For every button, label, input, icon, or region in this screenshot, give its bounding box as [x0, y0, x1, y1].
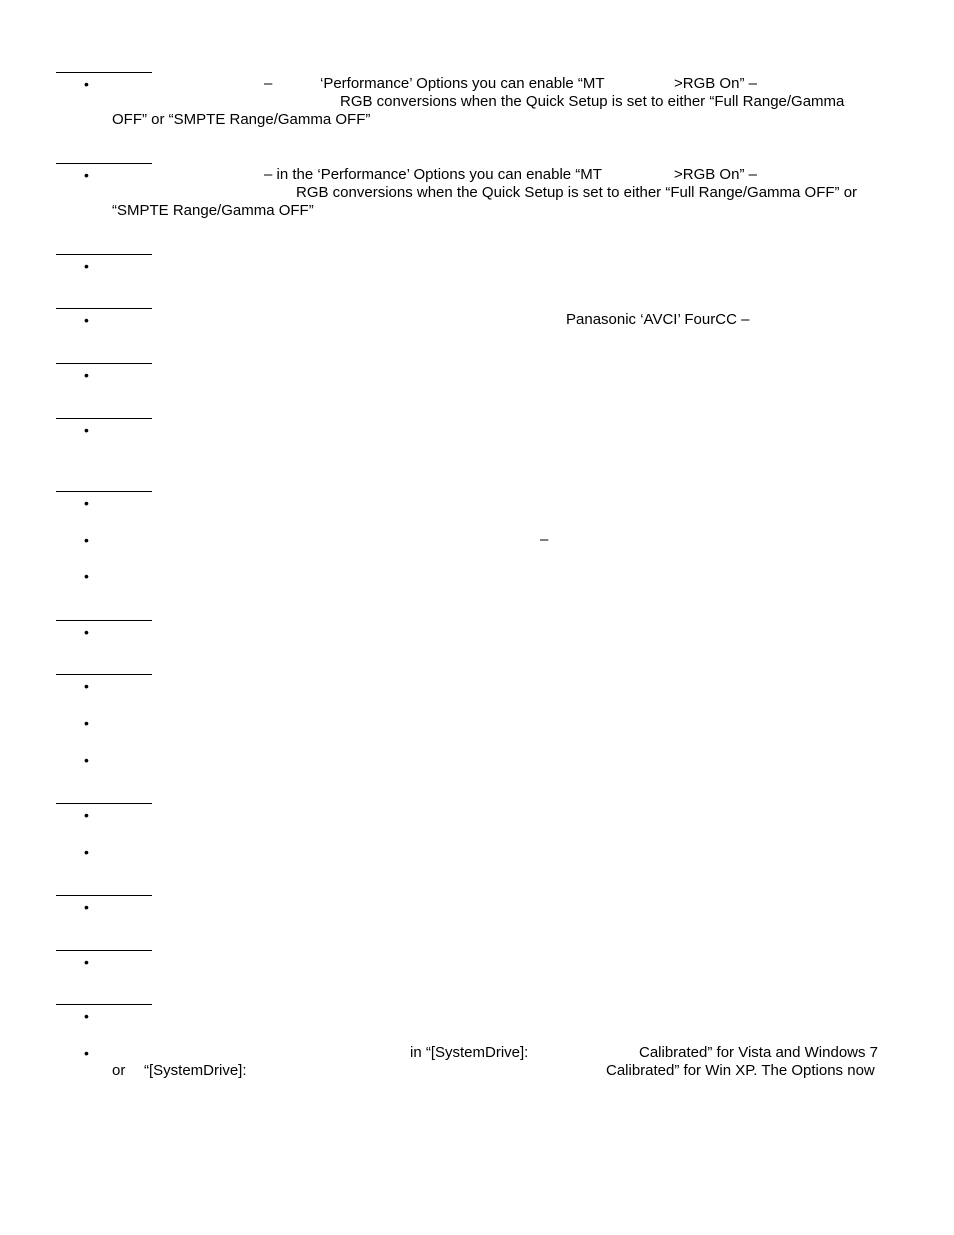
section-9-heading-rule — [56, 674, 152, 675]
section-4-heading-rule — [56, 308, 152, 309]
section-7-heading-rule — [56, 491, 152, 492]
section-13-text-fragment: Calibrated” for Vista and Windows 7 — [639, 1044, 879, 1061]
section-3-heading-rule — [56, 254, 152, 255]
section-1-text-fragment: >RGB On” – — [674, 75, 757, 92]
section-1-text-fragment: OFF” or “SMPTE Range/Gamma OFF” — [112, 111, 371, 128]
section-2-text-fragment: “SMPTE Range/Gamma OFF” — [112, 202, 314, 219]
bullet-marker: • — [84, 1008, 89, 1024]
bullet-marker: • — [84, 312, 89, 328]
section-1-heading-rule — [56, 72, 152, 73]
section-5-heading-rule — [56, 363, 152, 364]
section-8-heading-rule — [56, 620, 152, 621]
section-1-text-fragment: – — [264, 75, 273, 92]
section-11-heading-rule — [56, 895, 152, 896]
section-4-text-fragment: Panasonic ‘AVCI’ FourCC – — [566, 311, 750, 328]
bullet-marker: • — [84, 624, 89, 640]
section-2-text-fragment: >RGB On” – — [674, 166, 757, 183]
bullet-marker: • — [84, 899, 89, 915]
section-2-heading-rule — [56, 163, 152, 164]
section-13-text-fragment: or — [112, 1062, 126, 1079]
bullet-marker: • — [84, 422, 89, 438]
section-12-heading-rule — [56, 950, 152, 951]
bullet-marker: • — [84, 752, 89, 768]
bullet-marker: • — [84, 678, 89, 694]
bullet-marker: • — [84, 167, 89, 183]
section-13-text-fragment: in “[SystemDrive]: — [410, 1044, 529, 1061]
bullet-marker: • — [84, 76, 89, 92]
bullet-marker: • — [84, 495, 89, 511]
bullet-marker: • — [84, 807, 89, 823]
section-13-text-fragment: “[SystemDrive]: — [144, 1062, 247, 1079]
section-1-text-fragment: RGB conversions when the Quick Setup is set to either “Full Range/Gamma — [340, 93, 845, 110]
section-10-heading-rule — [56, 803, 152, 804]
bullet-marker: • — [84, 954, 89, 970]
bullet-marker: • — [84, 258, 89, 274]
section-2-text-fragment: – in the ‘Performance’ Options you can enable “MT — [264, 166, 602, 183]
section-1-text-fragment: ‘Performance’ Options you can enable “MT — [320, 75, 605, 92]
bullet-marker: • — [84, 844, 89, 860]
section-13-text-fragment: Calibrated” for Win XP. The Options now — [606, 1062, 875, 1079]
section-13-heading-rule — [56, 1004, 152, 1005]
bullet-marker: • — [84, 1045, 89, 1061]
section-6-heading-rule — [56, 418, 152, 419]
bullet-marker: • — [84, 568, 89, 584]
bullet-marker: • — [84, 715, 89, 731]
bullet-marker: • — [84, 367, 89, 383]
section-7-text-fragment: – — [540, 531, 549, 548]
section-2-text-fragment: RGB conversions when the Quick Setup is set to either “Full Range/Gamma OFF” or — [296, 184, 858, 201]
bullet-marker: • — [84, 532, 89, 548]
